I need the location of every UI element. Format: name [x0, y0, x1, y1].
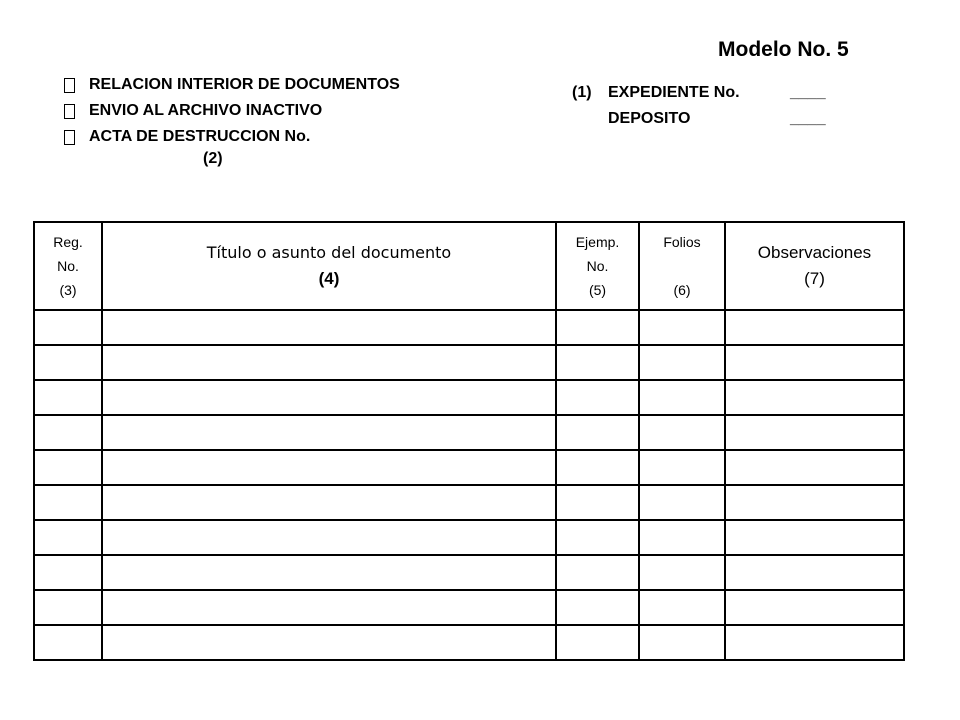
table-row: [34, 555, 904, 590]
cell-folios[interactable]: [639, 415, 725, 450]
cell-ejemp-no[interactable]: [556, 590, 639, 625]
cell-titulo[interactable]: [102, 345, 556, 380]
cell-observaciones[interactable]: [725, 415, 904, 450]
checkbox-icon[interactable]: [64, 78, 75, 93]
model-title: Modelo No. 5: [718, 38, 849, 61]
table-row: [34, 590, 904, 625]
cell-titulo[interactable]: [102, 310, 556, 345]
cell-observaciones[interactable]: [725, 310, 904, 345]
option-acta-destruccion[interactable]: [64, 124, 400, 150]
header-text: No.: [586, 258, 609, 274]
cell-ejemp-no[interactable]: [556, 415, 639, 450]
header-text: (7): [804, 269, 825, 288]
cell-observaciones[interactable]: [725, 520, 904, 555]
cell-titulo[interactable]: [102, 450, 556, 485]
number-marker: (1): [572, 84, 592, 101]
cell-ejemp-no[interactable]: [556, 520, 639, 555]
deposito-label: DEPOSITO: [608, 110, 691, 127]
cell-observaciones[interactable]: [725, 590, 904, 625]
cell-titulo[interactable]: [102, 485, 556, 520]
header-ejemp-no: [556, 222, 639, 310]
cell-folios[interactable]: [639, 450, 725, 485]
header-text: (4): [318, 269, 340, 288]
header-text: (5): [588, 282, 607, 298]
cell-observaciones[interactable]: [725, 450, 904, 485]
cell-titulo[interactable]: [102, 415, 556, 450]
table-row: [34, 485, 904, 520]
cell-titulo[interactable]: [102, 590, 556, 625]
expediente-row: [572, 84, 826, 110]
cell-folios[interactable]: [639, 520, 725, 555]
options-note: (2): [203, 150, 223, 167]
cell-titulo[interactable]: [102, 625, 556, 660]
checkbox-icon[interactable]: [64, 130, 75, 145]
cell-folios[interactable]: [639, 345, 725, 380]
table-row: [34, 625, 904, 660]
deposito-blank[interactable]: ____: [790, 110, 826, 127]
cell-ejemp-no[interactable]: [556, 380, 639, 415]
option-envio-archivo[interactable]: [64, 98, 400, 124]
option-label: ENVIO AL ARCHIVO INACTIVO: [89, 102, 323, 119]
cell-ejemp-no[interactable]: [556, 555, 639, 590]
checkbox-icon[interactable]: [64, 104, 75, 119]
cell-reg-no[interactable]: [34, 590, 102, 625]
cell-ejemp-no[interactable]: [556, 345, 639, 380]
table-row: [34, 415, 904, 450]
cell-reg-no[interactable]: [34, 415, 102, 450]
header-folios: [639, 222, 725, 310]
cell-titulo[interactable]: [102, 555, 556, 590]
cell-reg-no[interactable]: [34, 485, 102, 520]
cell-reg-no[interactable]: [34, 380, 102, 415]
cell-observaciones[interactable]: [725, 345, 904, 380]
cell-titulo[interactable]: [102, 520, 556, 555]
header-text: Título o asunto del documento: [206, 243, 452, 262]
cell-reg-no[interactable]: [34, 310, 102, 345]
expediente-block: [572, 84, 826, 136]
table-row: [34, 380, 904, 415]
cell-folios[interactable]: [639, 310, 725, 345]
header-text: Observaciones: [757, 243, 872, 262]
header-gap: [640, 254, 724, 278]
cell-observaciones[interactable]: [725, 380, 904, 415]
header-text: (3): [59, 282, 77, 298]
cell-reg-no[interactable]: [34, 520, 102, 555]
cell-folios[interactable]: [639, 485, 725, 520]
cell-folios[interactable]: [639, 380, 725, 415]
header-reg-no: [34, 222, 102, 310]
cell-ejemp-no[interactable]: [556, 310, 639, 345]
cell-observaciones[interactable]: [725, 485, 904, 520]
documents-table: [33, 221, 905, 661]
header-observaciones: [725, 222, 904, 310]
table-body: [34, 310, 904, 660]
document-type-options: [64, 72, 400, 150]
cell-folios[interactable]: [639, 590, 725, 625]
cell-folios[interactable]: [639, 555, 725, 590]
header-text: Reg.: [53, 234, 83, 250]
cell-observaciones[interactable]: [725, 625, 904, 660]
cell-ejemp-no[interactable]: [556, 625, 639, 660]
header-titulo: [102, 222, 556, 310]
table-row: [34, 310, 904, 345]
table-row: [34, 450, 904, 485]
cell-reg-no[interactable]: [34, 625, 102, 660]
cell-observaciones[interactable]: [725, 555, 904, 590]
header-text: (6): [673, 282, 691, 298]
expediente-label: EXPEDIENTE No.: [608, 84, 740, 101]
cell-reg-no[interactable]: [34, 345, 102, 380]
table-row: [34, 520, 904, 555]
cell-ejemp-no[interactable]: [556, 450, 639, 485]
table-header-row: [34, 222, 904, 310]
cell-ejemp-no[interactable]: [556, 485, 639, 520]
deposito-row: [572, 110, 826, 136]
option-label: ACTA DE DESTRUCCION No.: [89, 128, 311, 145]
header-text: Folios: [663, 234, 701, 250]
option-relacion-interior[interactable]: [64, 72, 400, 98]
option-label: RELACION INTERIOR DE DOCUMENTOS: [89, 76, 400, 93]
cell-reg-no[interactable]: [34, 555, 102, 590]
table-row: [34, 345, 904, 380]
header-text: Ejemp.: [575, 234, 620, 250]
cell-reg-no[interactable]: [34, 450, 102, 485]
cell-titulo[interactable]: [102, 380, 556, 415]
expediente-blank[interactable]: ____: [790, 84, 826, 101]
cell-folios[interactable]: [639, 625, 725, 660]
header-text: No.: [57, 258, 79, 274]
